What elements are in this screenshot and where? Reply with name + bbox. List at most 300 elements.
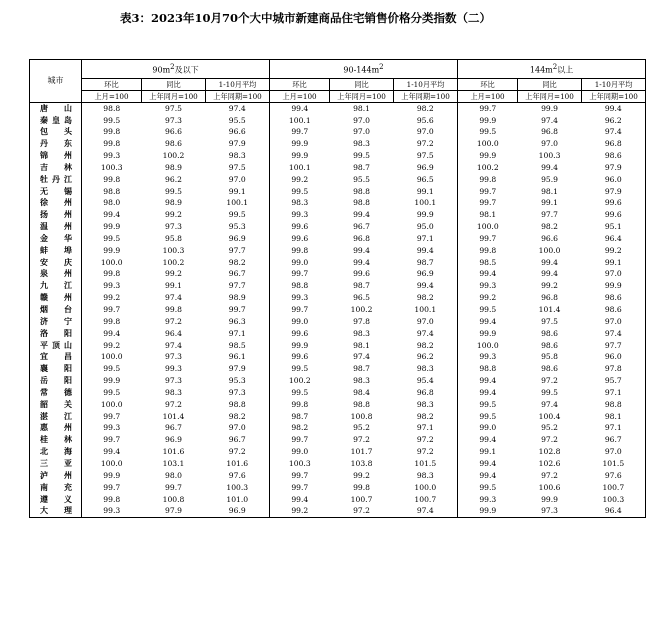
index-value: 98.7 [353, 364, 370, 374]
index-value: 99.5 [103, 115, 121, 125]
index-value: 99.7 [479, 233, 497, 243]
header-metric-row [30, 78, 646, 90]
index-value: 99.4 [479, 269, 497, 279]
index-value: 98.2 [291, 423, 309, 433]
table-row [30, 482, 646, 494]
city-name: 金华 [30, 233, 82, 245]
city-name: 北海 [30, 446, 82, 458]
index-value: 97.0 [206, 174, 270, 186]
index-value: 101.0 [206, 494, 270, 506]
index-value: 97.7 [582, 340, 646, 352]
index-value: 100.2 [476, 162, 499, 172]
index-value: 96.5 [353, 293, 370, 303]
index-value: 97.7 [206, 280, 270, 292]
table-row [30, 245, 646, 257]
index-value: 98.2 [394, 340, 458, 352]
index-value: 99.2 [270, 505, 330, 517]
index-value: 98.2 [394, 411, 458, 423]
index-value: 96.4 [582, 505, 646, 517]
table-row [30, 233, 646, 245]
city-name: 安庆 [30, 257, 82, 269]
index-value: 98.2 [206, 257, 270, 269]
metric-header: 环比 [270, 78, 330, 90]
index-value: 101.6 [162, 447, 185, 457]
index-value: 97.9 [142, 505, 206, 517]
index-value: 98.1 [541, 186, 558, 196]
index-value: 98.8 [353, 399, 370, 409]
index-value: 97.3 [518, 505, 582, 517]
index-value: 97.0 [582, 268, 646, 280]
index-value: 99.1 [479, 447, 497, 457]
city-name: 湛江 [30, 411, 82, 423]
index-value: 100.0 [476, 340, 499, 350]
index-value: 97.9 [582, 186, 646, 198]
index-value: 99.9 [479, 151, 497, 161]
index-value: 97.0 [541, 139, 558, 149]
index-value: 99.6 [291, 233, 309, 243]
index-value: 99.5 [103, 364, 121, 374]
index-value: 98.1 [353, 103, 370, 113]
table-row [30, 280, 646, 292]
index-value: 99.0 [291, 257, 309, 267]
index-value: 99.7 [165, 482, 182, 492]
index-value: 99.5 [165, 186, 182, 196]
index-value: 98.3 [394, 470, 458, 482]
index-value: 99.4 [541, 257, 558, 267]
index-value: 99.8 [103, 269, 121, 279]
metric-header: 同比 [518, 78, 582, 90]
metric-header: 同比 [142, 78, 206, 90]
index-value: 99.4 [479, 435, 497, 445]
index-value: 99.6 [582, 197, 646, 209]
index-value: 99.6 [582, 209, 646, 221]
table-row [30, 458, 646, 470]
index-value: 97.1 [582, 387, 646, 399]
table-row [30, 209, 646, 221]
table-row [30, 197, 646, 209]
index-value: 95.0 [394, 221, 458, 233]
index-value: 97.2 [165, 399, 182, 409]
index-value: 100.8 [350, 411, 373, 421]
index-value: 100.0 [100, 399, 123, 409]
index-value: 99.9 [541, 103, 558, 113]
index-value: 96.0 [582, 351, 646, 363]
index-value: 99.8 [103, 127, 121, 137]
index-value: 95.2 [353, 423, 370, 433]
metric-header: 环比 [458, 78, 518, 90]
index-value: 97.0 [582, 446, 646, 458]
index-value: 100.2 [162, 151, 185, 161]
index-value: 99.7 [291, 269, 309, 279]
index-value: 97.4 [582, 126, 646, 138]
index-value: 98.2 [394, 292, 458, 304]
index-value: 99.8 [103, 174, 121, 184]
index-value: 98.3 [291, 198, 309, 208]
index-value: 98.7 [353, 162, 370, 172]
base-header: 上年同期=100 [394, 90, 458, 102]
index-value: 99.9 [103, 470, 121, 480]
index-value: 97.2 [206, 446, 270, 458]
table-row [30, 268, 646, 280]
index-value: 99.4 [479, 376, 497, 386]
index-value: 100.8 [162, 494, 185, 504]
index-value: 99.7 [206, 304, 270, 316]
header-group-row [30, 60, 646, 79]
index-value: 101.5 [582, 458, 646, 470]
index-value: 97.0 [394, 316, 458, 328]
index-value: 97.1 [206, 328, 270, 340]
index-value: 96.7 [206, 268, 270, 280]
table-row [30, 221, 646, 233]
index-value: 99.9 [103, 222, 121, 232]
city-name: 遵义 [30, 494, 82, 506]
city-name: 襄阳 [30, 363, 82, 375]
index-value: 98.7 [394, 257, 458, 269]
table-row [30, 446, 646, 458]
index-value: 99.9 [103, 376, 121, 386]
city-name: 吉林 [30, 162, 82, 174]
index-value: 101.6 [206, 458, 270, 470]
index-value: 99.9 [479, 328, 497, 338]
index-value: 96.9 [206, 233, 270, 245]
index-value: 99.7 [291, 127, 309, 137]
index-value: 99.9 [103, 245, 121, 255]
index-value: 97.3 [165, 115, 182, 125]
index-value: 99.8 [479, 245, 497, 255]
city-name: 包头 [30, 126, 82, 138]
base-header: 上年同月=100 [330, 90, 394, 102]
index-value: 99.5 [479, 411, 497, 421]
index-value: 99.9 [394, 209, 458, 221]
index-value: 99.4 [541, 269, 558, 279]
index-value: 100.1 [288, 162, 311, 172]
index-value: 99.7 [103, 411, 121, 421]
city-name: 宜昌 [30, 351, 82, 363]
index-value: 97.4 [541, 115, 558, 125]
index-value: 99.9 [291, 340, 309, 350]
index-value: 99.3 [479, 352, 497, 362]
index-value: 96.8 [582, 138, 646, 150]
index-value: 99.1 [394, 186, 458, 198]
index-value: 99.3 [103, 423, 121, 433]
index-value: 97.4 [582, 328, 646, 340]
index-value: 99.8 [291, 245, 309, 255]
index-value: 101.4 [162, 411, 185, 421]
index-value: 99.1 [541, 198, 558, 208]
index-value: 99.7 [479, 198, 497, 208]
city-name: 锦州 [30, 150, 82, 162]
index-value: 99.9 [458, 505, 518, 517]
table-row [30, 150, 646, 162]
index-value: 95.6 [394, 115, 458, 127]
index-value: 100.7 [582, 482, 646, 494]
index-value: 97.5 [165, 103, 182, 113]
index-value: 95.5 [206, 115, 270, 127]
index-value: 99.4 [479, 470, 497, 480]
index-value: 99.5 [479, 305, 497, 314]
index-value: 98.9 [206, 292, 270, 304]
city-name: 洛阳 [30, 328, 82, 340]
index-value: 99.2 [541, 281, 558, 291]
index-value: 97.6 [206, 470, 270, 482]
city-name: 唐山 [30, 102, 82, 114]
table-row [30, 470, 646, 482]
city-name: 桂林 [30, 434, 82, 446]
index-value: 99.0 [479, 423, 497, 433]
index-value: 100.0 [100, 458, 123, 468]
city-name: 秦皇岛 [30, 115, 82, 127]
index-value: 99.8 [103, 494, 121, 504]
city-name: 常德 [30, 387, 82, 399]
index-value: 97.2 [394, 446, 458, 458]
index-value: 98.6 [582, 304, 646, 316]
index-value: 103.8 [350, 458, 373, 468]
index-value: 99.2 [582, 245, 646, 257]
index-value: 98.3 [206, 150, 270, 162]
index-value: 97.3 [165, 376, 182, 386]
index-value: 99.3 [291, 210, 309, 220]
index-value: 102.8 [538, 447, 561, 457]
index-value: 98.7 [291, 411, 309, 421]
index-value: 99.6 [291, 328, 309, 338]
table-row [30, 115, 646, 127]
index-value: 98.6 [541, 364, 558, 374]
index-value: 99.1 [206, 186, 270, 198]
index-value: 96.7 [353, 222, 370, 232]
table-row [30, 494, 646, 506]
index-value: 98.3 [394, 399, 458, 411]
city-name: 扬州 [30, 209, 82, 221]
index-value: 97.2 [541, 435, 558, 445]
index-value: 99.4 [353, 210, 370, 220]
metric-header: 1-10月平均 [582, 78, 646, 90]
index-value: 99.0 [291, 316, 309, 326]
city-name: 丹东 [30, 138, 82, 150]
table-row [30, 304, 646, 316]
index-value: 98.7 [353, 281, 370, 291]
index-value: 98.6 [541, 328, 558, 338]
table-row [30, 375, 646, 387]
index-value: 98.8 [582, 399, 646, 411]
index-value: 99.7 [103, 482, 121, 492]
index-value: 97.9 [582, 162, 646, 174]
table-row [30, 434, 646, 446]
index-value: 99.8 [291, 399, 309, 409]
index-value: 99.4 [479, 387, 497, 397]
index-value: 95.9 [541, 174, 558, 184]
index-value: 97.0 [394, 126, 458, 138]
index-value: 98.8 [291, 281, 309, 291]
city-name: 蚌埠 [30, 245, 82, 257]
city-name: 济宁 [30, 316, 82, 328]
index-value: 95.2 [541, 423, 558, 433]
index-value: 99.8 [479, 174, 497, 184]
index-value: 97.9 [206, 138, 270, 150]
city-name: 烟台 [30, 304, 82, 316]
index-value: 100.6 [538, 482, 561, 492]
index-value: 100.3 [582, 494, 646, 506]
index-value: 99.4 [394, 245, 458, 257]
index-value: 97.2 [394, 434, 458, 446]
group-header-large: $144m^2$以上 [458, 60, 646, 79]
table-row [30, 138, 646, 150]
index-value: 98.8 [353, 198, 370, 208]
table-body [30, 102, 646, 518]
index-value: 98.5 [206, 340, 270, 352]
city-name: 平顶山 [30, 340, 82, 352]
index-value: 99.5 [291, 364, 309, 374]
index-value: 99.9 [291, 139, 309, 149]
index-value: 98.8 [479, 364, 497, 374]
city-name: 大理 [30, 505, 82, 517]
index-value: 96.2 [394, 351, 458, 363]
index-value: 98.1 [479, 210, 497, 220]
index-value: 100.1 [394, 304, 458, 316]
index-value: 99.3 [165, 364, 182, 374]
index-value: 99.7 [479, 103, 497, 113]
index-value: 95.5 [353, 174, 370, 184]
index-value: 98.4 [353, 387, 370, 397]
index-value: 99.7 [291, 482, 309, 492]
index-value: 99.5 [353, 151, 370, 161]
index-value: 97.5 [541, 316, 558, 326]
index-value: 97.2 [330, 505, 394, 517]
city-name: 南充 [30, 482, 82, 494]
index-value: 100.2 [350, 305, 373, 314]
index-value: 98.3 [353, 139, 370, 149]
index-value: 100.1 [288, 115, 311, 125]
index-value: 100.0 [476, 222, 499, 232]
index-value: 97.1 [394, 233, 458, 245]
index-value: 99.4 [541, 162, 558, 172]
index-value: 97.3 [206, 387, 270, 399]
index-value: 100.0 [538, 245, 561, 255]
index-value: 101.5 [394, 458, 458, 470]
base-header: 上月=100 [82, 90, 142, 102]
index-value: 96.6 [165, 127, 182, 137]
index-value: 99.9 [479, 115, 497, 125]
city-name: 赣州 [30, 292, 82, 304]
index-value: 99.5 [291, 186, 309, 196]
index-value: 100.0 [476, 139, 499, 149]
index-value: 101.7 [350, 447, 373, 457]
index-value: 98.3 [353, 376, 370, 386]
base-header: 上年同月=100 [142, 90, 206, 102]
index-value: 98.6 [582, 150, 646, 162]
index-value: 99.4 [582, 102, 646, 114]
metric-header: 1-10月平均 [394, 78, 458, 90]
index-value: 99.5 [479, 127, 497, 137]
index-value: 96.8 [353, 233, 370, 243]
index-value: 99.3 [291, 293, 309, 303]
index-value: 100.0 [100, 352, 123, 362]
table-row [30, 422, 646, 434]
index-value: 99.4 [103, 210, 121, 220]
metric-header: 环比 [82, 78, 142, 90]
index-value: 97.2 [541, 470, 558, 480]
index-value: 100.0 [394, 482, 458, 494]
index-value: 97.1 [394, 422, 458, 434]
city-name: 徐州 [30, 197, 82, 209]
table-row [30, 316, 646, 328]
index-value: 99.8 [103, 316, 121, 326]
index-value: 99.1 [165, 281, 182, 291]
index-value: 95.3 [206, 221, 270, 233]
index-value: 99.3 [103, 151, 121, 161]
index-value: 99.7 [103, 305, 121, 314]
index-value: 96.9 [394, 162, 458, 174]
index-value: 95.4 [394, 375, 458, 387]
index-value: 97.2 [394, 138, 458, 150]
index-value: 99.8 [103, 139, 121, 149]
city-name: 温州 [30, 221, 82, 233]
base-header: 上年同月=100 [518, 90, 582, 102]
table-row [30, 399, 646, 411]
index-value: 99.4 [103, 328, 121, 338]
index-value: 99.3 [103, 281, 121, 291]
index-value: 97.0 [582, 316, 646, 328]
index-value: 97.7 [541, 210, 558, 220]
index-value: 98.1 [353, 340, 370, 350]
index-value: 98.3 [165, 387, 182, 397]
index-value: 99.3 [82, 505, 142, 517]
table-row [30, 328, 646, 340]
index-value: 98.8 [353, 186, 370, 196]
index-value: 97.3 [165, 352, 182, 362]
index-value: 98.2 [541, 222, 558, 232]
index-value: 98.0 [165, 470, 182, 480]
index-value: 98.8 [103, 186, 121, 196]
index-value: 97.0 [353, 127, 370, 137]
index-value: 99.7 [479, 186, 497, 196]
index-value: 98.9 [165, 198, 182, 208]
table-row [30, 351, 646, 363]
base-header: 上年同期=100 [206, 90, 270, 102]
index-value: 100.0 [100, 257, 123, 267]
index-value: 95.7 [582, 375, 646, 387]
index-value: 98.6 [582, 292, 646, 304]
index-value: 98.1 [582, 411, 646, 423]
index-value: 96.4 [165, 328, 182, 338]
index-value: 97.4 [165, 293, 182, 303]
index-value: 98.6 [165, 139, 182, 149]
index-value: 97.4 [353, 352, 370, 362]
table-row [30, 387, 646, 399]
city-name: 泸州 [30, 470, 82, 482]
index-value: 96.0 [582, 174, 646, 186]
index-value: 98.3 [353, 328, 370, 338]
index-value: 98.2 [206, 411, 270, 423]
index-value: 99.2 [103, 293, 121, 303]
price-index-table [29, 59, 646, 518]
index-value: 100.3 [100, 162, 123, 172]
table-row [30, 340, 646, 352]
index-value: 97.2 [165, 316, 182, 326]
index-value: 99.4 [103, 447, 121, 457]
table-row [30, 102, 646, 114]
index-value: 99.2 [165, 210, 182, 220]
index-value: 99.3 [479, 281, 497, 291]
index-value: 97.5 [394, 150, 458, 162]
index-value: 98.5 [479, 257, 497, 267]
index-value: 100.2 [162, 257, 185, 267]
index-value: 97.5 [206, 162, 270, 174]
index-value: 96.8 [394, 387, 458, 399]
index-value: 99.9 [541, 494, 558, 504]
index-value: 102.6 [538, 458, 561, 468]
index-value: 99.4 [479, 316, 497, 326]
index-value: 99.7 [103, 435, 121, 445]
